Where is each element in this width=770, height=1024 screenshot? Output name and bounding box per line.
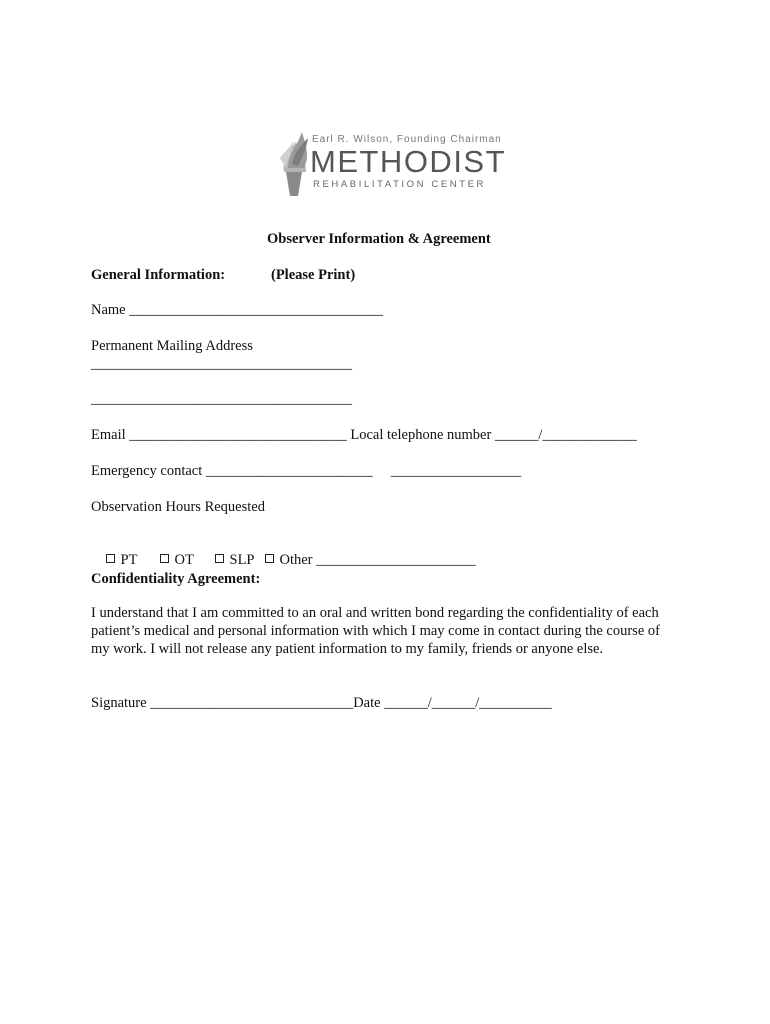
emergency-contact-field[interactable]: Emergency contact _______________________ __________________ [91,463,522,479]
option-other[interactable] [250,533,476,587]
email-telephone-field[interactable]: Email ______________________________ Local telephone number ______/_____________ [91,427,637,443]
pt-checkbox[interactable] [106,554,115,563]
slp-label: SLP [229,552,255,568]
please-print-note: (Please Print) [271,267,356,283]
methodist-logo [276,128,507,196]
address-field-1[interactable]: ____________________________________ [91,356,352,372]
form-title: Observer Information & Agreement [267,231,491,247]
observation-hours-label: Observation Hours Requested [91,499,265,515]
logo-subtitle: REHABILITATION CENTER [313,179,487,190]
logo-founder-text: Earl R. Wilson, Founding Chairman [312,134,502,145]
ot-label: OT [174,552,194,568]
confidentiality-heading: Confidentiality Agreement: [91,571,261,587]
name-field[interactable]: Name ___________________________________ [91,302,383,318]
general-info-label: General Information: [91,267,226,283]
address-label: Permanent Mailing Address [91,338,253,354]
logo-name: METHODIST [310,144,507,179]
slp-checkbox[interactable] [215,554,224,563]
other-checkbox[interactable] [265,554,274,563]
ot-checkbox[interactable] [160,554,169,563]
other-label: Other ______________________ [279,552,476,568]
pt-label: PT [120,552,138,568]
signature-date-field[interactable]: Signature ____________________________Date ______/______/__________ [91,695,552,711]
confidentiality-text: I understand that I am committed to an oral and written bond regarding the confidentiality of each patient’s medical and personal information with which I may come in contact during the course of my work. I will not release any patient information to my family, friends or anyone else. [91,605,660,657]
address-field-2[interactable]: ____________________________________ [91,391,352,407]
